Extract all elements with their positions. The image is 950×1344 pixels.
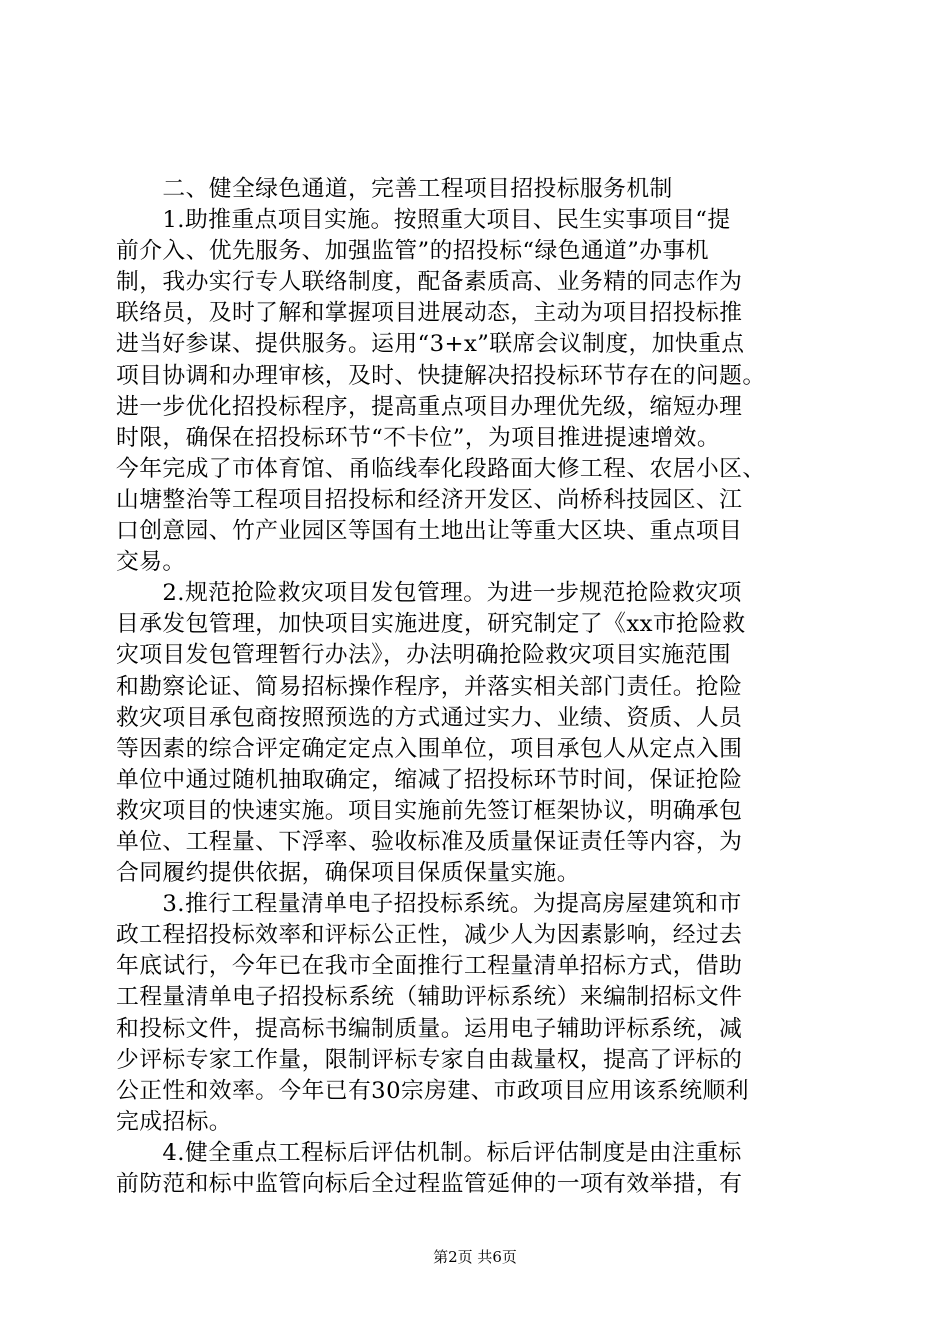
paragraph-line: 山塘整治等工程项目招投标和经济开发区、尚桥科技园区、江 (116, 486, 743, 513)
paragraph-line: 4.健全重点工程标后评估机制。标后评估制度是由注重标 (116, 1139, 742, 1166)
paragraph-line: 交易。 (116, 549, 186, 576)
paragraph-line: 单位中通过随机抽取确定，缩减了招投标环节时间，保证抢险 (116, 766, 743, 793)
paragraph-line: 年底试行，今年已在我市全面推行工程量清单招标方式，借助 (116, 953, 743, 980)
paragraph-line: 进当好参谋、提供服务。运用“3+x”联席会议制度，加快重点 (116, 331, 745, 358)
paragraph-line: 时限，确保在招投标环节“不卡位”，为项目推进提速增效。 (116, 424, 721, 451)
section-heading: 二、健全绿色通道，完善工程项目招投标服务机制 (116, 176, 673, 202)
paragraph-line: 单位、工程量、下浮率、验收标准及质量保证责任等内容，为 (116, 828, 743, 855)
paragraph-4 (116, 1138, 836, 1200)
page-footer (0, 1247, 950, 1267)
paragraph-line: 合同履约提供依据，确保项目保质保量实施。 (116, 860, 580, 887)
paragraph-line: 政工程招投标效率和评标公正性，减少人为因素影响，经过去 (116, 922, 743, 949)
paragraph-line: 和勘察论证、简易招标操作程序，并落实相关部门责任。抢险 (116, 673, 743, 700)
paragraph-line: 1.助推重点项目实施。按照重大项目、民生实事项目“提 (116, 207, 731, 234)
paragraph-line: 制，我办实行专人联络制度，配备素质高、业务精的同志作为 (116, 269, 743, 296)
paragraph-line: 2.规范抢险救灾项目发包管理。为进一步规范抢险救灾项 (116, 580, 742, 607)
paragraph-line: 前防范和标中监管向标后全过程监管延伸的一项有效举措，有 (116, 1171, 743, 1197)
paragraph-line: 前介入、优先服务、加强监管”的招投标“绿色通道”办事机 (116, 238, 709, 265)
paragraph-line: 完成招标。 (116, 1108, 232, 1135)
paragraph-line: 公正性和效率。今年已有30宗房建、市政项目应用该系统顺利 (116, 1077, 749, 1104)
paragraph-line: 今年完成了市体育馆、甬临线奉化段路面大修工程、农居小区、 (116, 455, 766, 482)
paragraph-line: 工程量清单电子招投标系统（辅助评标系统）来编制招标文件 (116, 984, 743, 1011)
paragraph-1 (116, 205, 836, 578)
paragraph-line: 目承发包管理，加快项目实施进度，研究制定了《xx市抢险救 (116, 611, 746, 638)
paragraph-line: 救灾项目承包商按照预选的方式通过实力、业绩、资质、人员 (116, 704, 743, 731)
document-body (116, 174, 836, 1200)
paragraph-line: 少评标专家工作量，限制评标专家自由裁量权，提高了评标的 (116, 1046, 743, 1073)
paragraph-line: 灾项目发包管理暂行办法》，办法明确抢险救灾项目实施范围 (116, 642, 731, 669)
page-indicator: 第2页 共6页 (433, 1248, 517, 1266)
paragraph-line: 3.推行工程量清单电子招投标系统。为提高房屋建筑和市 (116, 891, 742, 918)
paragraph-line: 口创意园、竹产业园区等国有土地出让等重大区块、重点项目 (116, 518, 743, 545)
paragraph-line: 进一步优化招投标程序，提高重点项目办理优先级，缩短办理 (116, 393, 743, 420)
paragraph-line: 救灾项目的快速实施。项目实施前先签订框架协议，明确承包 (116, 797, 743, 824)
paragraph-line: 和投标文件，提高标书编制质量。运用电子辅助评标系统，减 (116, 1015, 743, 1042)
paragraph-line: 项目协调和办理审核，及时、快捷解决招投标环节存在的问题。 (116, 362, 766, 389)
paragraph-3 (116, 889, 836, 1138)
paragraph-2 (116, 578, 836, 889)
paragraph-line: 联络员，及时了解和掌握项目进展动态，主动为项目招投标推 (116, 300, 743, 327)
paragraph-line: 等因素的综合评定确定定点入围单位，项目承包人从定点入围 (116, 735, 743, 762)
